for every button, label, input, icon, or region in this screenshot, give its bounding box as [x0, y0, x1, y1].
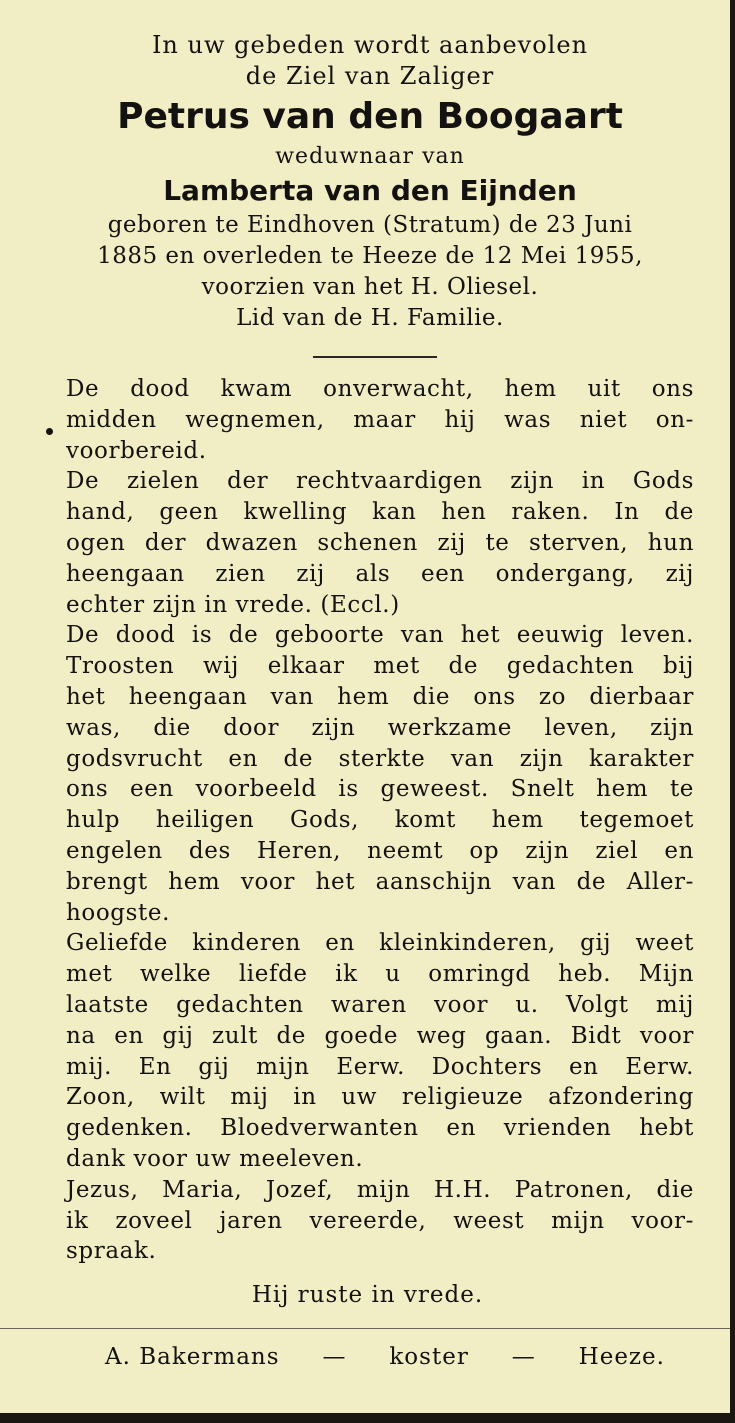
text-line: hulp heiligen Gods, komt hem tegemoet — [66, 807, 694, 834]
text-line: Zoon, wilt mij in uw religieuze afzondering — [66, 1084, 694, 1111]
text-line: midden wegnemen, maar hij was niet on- — [66, 406, 694, 433]
intro-line-2: de Ziel van Zaliger — [245, 62, 495, 90]
text-line: heengaan zien zij als een ondergang, zij — [66, 560, 694, 587]
text-line: mij. En gij mijn Eerw. Dochters en Eerw. — [66, 1053, 694, 1080]
birth-line: geboren te Eindhoven (Stratum) de 23 Juni — [107, 212, 633, 238]
text-line: brengt hem voor het aanschijn van de Aller- — [66, 868, 694, 895]
widower-label: weduwnaar van — [275, 144, 465, 169]
memorial-text — [66, 374, 694, 1267]
text-line: Troosten wij elkaar met de gedachten bij — [66, 653, 694, 680]
text-line: ons een voorbeeld is geweest. Snelt hem te — [66, 776, 694, 803]
printer-place: Heeze. — [578, 1344, 665, 1370]
text-line: spraak. — [66, 1238, 157, 1265]
text-line: De dood is de geboorte van het eeuwig leven. — [66, 622, 694, 649]
text-line: engelen des Heren, neemt op zijn ziel en — [66, 837, 694, 864]
text-line: Geliefde kinderen en kleinkinderen, gij weet — [66, 930, 694, 957]
death-line: 1885 en overleden te Heeze de 12 Mei 1955, — [97, 243, 643, 269]
sacrament-line: voorzien van het H. Oliesel. — [201, 274, 539, 300]
text-line: laatste gedachten waren voor u. Volgt mij — [66, 991, 694, 1018]
closing-line: Hij ruste in vrede. — [251, 1282, 484, 1308]
text-line: hand, geen kwelling kan hen raken. In de — [66, 499, 694, 526]
deceased-name: Petrus van den Boogaart — [117, 96, 623, 137]
text-line: echter zijn in vrede. (Eccl.) — [66, 591, 400, 618]
intro-line-1: In uw gebeden wordt aanbevolen — [151, 31, 589, 59]
text-line: voorbereid. — [66, 437, 207, 464]
scan-edge-right — [730, 0, 735, 1423]
card-header — [40, 30, 700, 334]
short-divider — [313, 356, 437, 358]
spouse-name: Lamberta van den Eijnden — [163, 174, 577, 207]
text-line: Jezus, Maria, Jozef, mijn H.H. Patronen, die — [66, 1176, 694, 1203]
ink-dot — [46, 428, 53, 435]
footer-dash-2: — — [511, 1344, 536, 1370]
footer-dash-1: — — [322, 1344, 347, 1370]
printer-role: koster — [389, 1344, 469, 1370]
text-line: ik zoveel jaren vereerde, weest mijn voor- — [66, 1207, 694, 1234]
text-line: dank voor uw meeleven. — [66, 1145, 364, 1172]
scan-edge-bottom — [0, 1413, 735, 1423]
text-line: was, die door zijn werkzame leven, zijn — [66, 714, 694, 741]
footer-divider — [0, 1328, 730, 1329]
text-line: het heengaan van hem die ons zo dierbaar — [66, 683, 694, 710]
printer-footer — [105, 1342, 665, 1372]
membership-line: Lid van de H. Familie. — [236, 305, 504, 331]
text-line: ogen der dwazen schenen zij te sterven, hun — [66, 529, 694, 556]
printer-name: A. Bakermans — [105, 1344, 280, 1370]
text-line: godsvrucht en de sterkte van zijn karakter — [66, 745, 694, 772]
text-line: na en gij zult de goede weg gaan. Bidt voor — [66, 1022, 694, 1049]
text-line: hoogste. — [66, 899, 170, 926]
text-line: De zielen der rechtvaardigen zijn in Gods — [66, 468, 694, 495]
text-line: met welke liefde ik u omringd heb. Mijn — [66, 961, 694, 988]
text-line: De dood kwam onverwacht, hem uit ons — [66, 376, 694, 402]
text-line: gedenken. Bloedverwanten en vrienden hebt — [66, 1115, 694, 1142]
